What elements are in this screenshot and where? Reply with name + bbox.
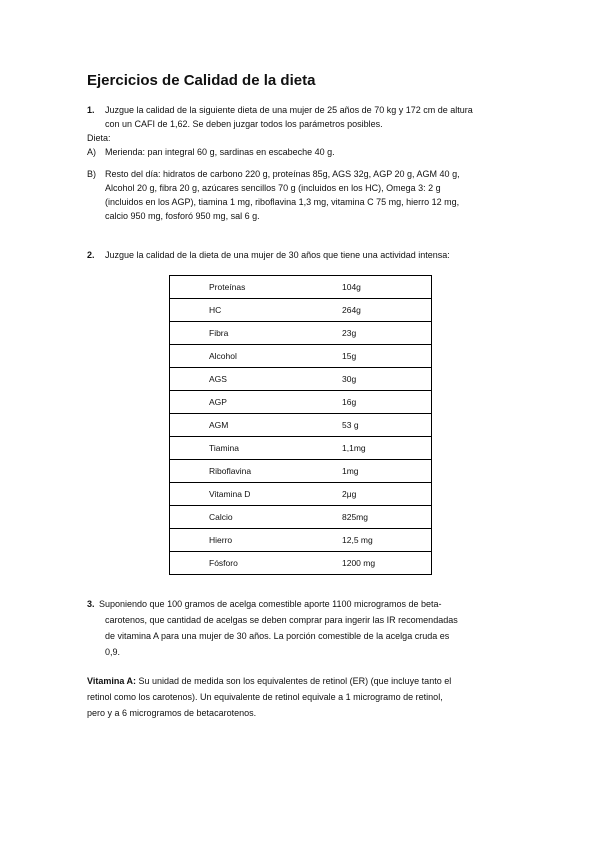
nutrient-value: 12,5 mg (342, 529, 431, 552)
nutrient-value: 825mg (342, 506, 431, 529)
q3-number: 3. (87, 599, 95, 609)
nutrient-name: Riboflavina (170, 460, 342, 483)
table-row (170, 506, 431, 529)
q1-text-line1: Juzgue la calidad de la siguiente dieta de una mujer de 25 años de 70 kg y 172 cm de altura (105, 105, 473, 115)
q2-number: 2. (87, 250, 95, 260)
nutrient-name: Calcio (170, 506, 342, 529)
nutrient-name: Hierro (170, 529, 342, 552)
table-row (170, 391, 431, 414)
q3-text-line4: 0,9. (105, 647, 121, 657)
item-b-line3: (incluidos en los AGP), tiamina 1 mg, riboflavina 1,3 mg, vitamina C 75 mg, hierro 12 mg, (105, 197, 460, 207)
page-title: Ejercicios de Calidad de la dieta (87, 72, 316, 89)
nutrient-value: 53 g (342, 414, 431, 437)
nutrient-value: 23g (342, 322, 431, 345)
item-b-line4: calcio 950 mg, fosforó 950 mg, sal 6 g. (105, 211, 260, 221)
table-row (170, 368, 431, 391)
table-row (170, 276, 431, 299)
nutrient-name: Alcohol (170, 345, 342, 368)
table-row (170, 552, 431, 575)
nutrient-value: 30g (342, 368, 431, 391)
nutrient-value: 1,1mg (342, 437, 431, 460)
nutrient-value: 2μg (342, 483, 431, 506)
nutrient-name: AGM (170, 414, 342, 437)
table-row (170, 414, 431, 437)
nutrient-value: 15g (342, 345, 431, 368)
nutrient-name: Fibra (170, 322, 342, 345)
nutrient-name: Fósforo (170, 552, 342, 575)
table-row (170, 483, 431, 506)
nutrient-name: Tiamina (170, 437, 342, 460)
q1-number: 1. (87, 105, 95, 115)
table-row (170, 299, 431, 322)
table-row (170, 345, 431, 368)
table-row (170, 460, 431, 483)
table-row (170, 437, 431, 460)
vitamin-a-line2: retinol como los carotenos). Un equivalente de retinol equivale a 1 microgramo de retinol, (87, 692, 443, 702)
vitamin-a-label: Vitamina A: (87, 676, 137, 686)
nutrient-name: HC (170, 299, 342, 322)
q3-text-line2: carotenos, que cantidad de acelgas se deben comprar para ingerir las IR recomendadas (105, 615, 458, 625)
nutrient-name: Vitamina D (170, 483, 342, 506)
nutrient-value: 264g (342, 299, 431, 322)
vitamin-a-line1: Su unidad de medida son los equivalentes de retinol (ER) (que incluye tanto el (136, 676, 452, 686)
q2-text: Juzgue la calidad de la dieta de una mujer de 30 años que tiene una actividad intensa: (105, 250, 450, 260)
nutrient-name: AGS (170, 368, 342, 391)
item-b-line1: Resto del día: hidratos de carbono 220 g, proteínas 85g, AGS 32g, AGP 20 g, AGM 40 g, (105, 169, 460, 179)
q3-text-line3: de vitamina A para una mujer de 30 años. La porción comestible de la acelga cruda es (105, 631, 450, 641)
item-a-marker: A) (87, 147, 96, 157)
nutrient-name: AGP (170, 391, 342, 414)
item-b-marker: B) (87, 169, 96, 179)
nutrient-value: 1200 mg (342, 552, 431, 575)
nutrient-value: 104g (342, 282, 361, 292)
item-a-text: Merienda: pan integral 60 g, sardinas en escabeche 40 g. (105, 147, 335, 157)
nutrient-value: 1mg (342, 460, 431, 483)
vitamin-a-note (87, 673, 517, 721)
nutrient-value: 16g (342, 391, 431, 414)
nutrient-table (169, 275, 432, 575)
vitamin-a-line3: pero y a 6 microgramos de betacarotenos. (87, 708, 257, 718)
table-row (170, 529, 431, 552)
q1-text-line2: con un CAFI de 1,62. Se deben juzgar todos los parámetros posibles. (105, 119, 383, 129)
diet-label: Dieta: (87, 133, 111, 143)
item-b-line2: Alcohol 20 g, fibra 20 g, azúcares sencillos 70 g (incluidos en los HC), Omega 3: 2 g (105, 183, 441, 193)
q3-text-line1: Suponiendo que 100 gramos de acelga comestible aporte 1100 microgramos de beta- (99, 599, 442, 609)
nutrient-name: Proteínas (209, 282, 246, 292)
table-row (170, 322, 431, 345)
